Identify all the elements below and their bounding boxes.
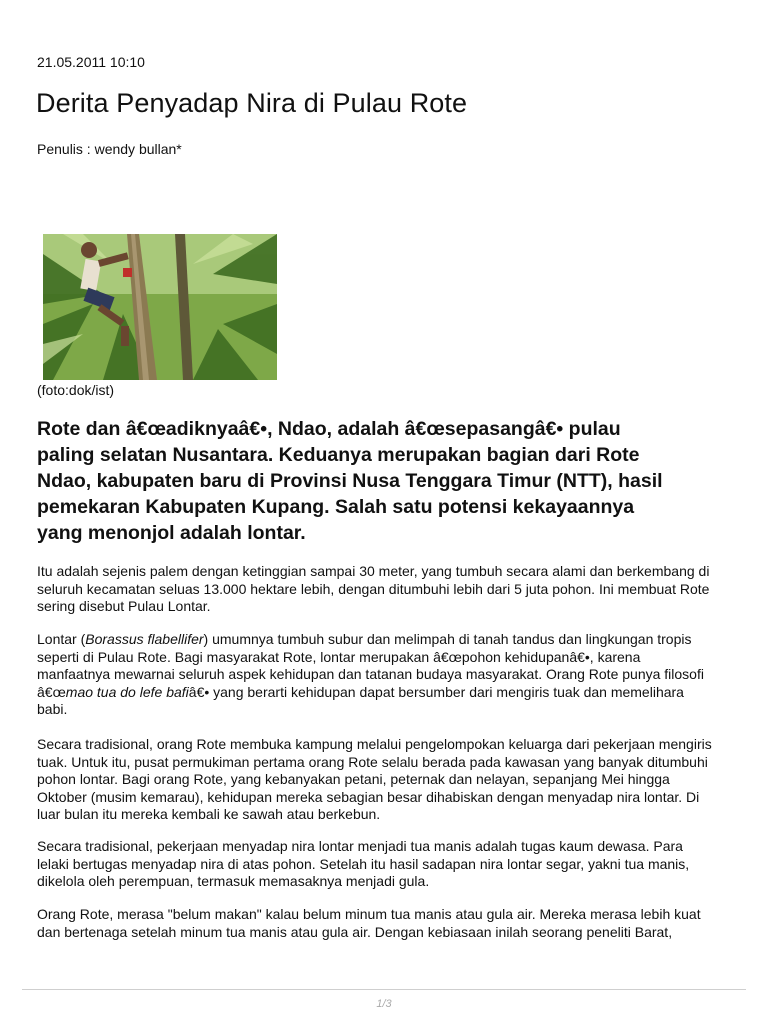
text-fragment: â€œ (37, 683, 66, 700)
footer-divider (22, 989, 746, 990)
photo-caption: (foto:dok/ist) (37, 382, 115, 398)
article-author: Penulis : wendy bullan* (37, 141, 182, 157)
body-paragraph-5 (37, 906, 737, 941)
text-line: seluruh kecamatan seluas 13.000 hektare lebih, dengan ditumbuhi lebih dari 5 juta pohon. Ini membuat Rote (37, 580, 710, 597)
text-fragment: Lontar ( (37, 631, 86, 647)
text-line: manfaatnya mewarnai seluruh aspek kehidupan dan tatanan budaya masyarakat. Orang Rote punya filosofi (37, 666, 704, 682)
text-line: dikelola oleh perempuan, termasuk memasaknya menjadi gula. (37, 873, 430, 889)
lead-line: paling selatan Nusantara. Keduanya merupakan bagian dari Rote (37, 444, 640, 466)
philosophy-quote: mao tua do lefe bafi (65, 683, 189, 700)
scientific-name: Borassus flabellifer (85, 631, 204, 647)
text-line: Secara tradisional, pekerjaan menyadap nira lontar menjadi tua manis adalah tugas kaum dewasa. Para (37, 838, 683, 854)
text-line: luar bulan itu mereka kembali ke sawah atau berkebun. (37, 806, 381, 822)
article-title: Derita Penyadap Nira di Pulau Rote (36, 88, 468, 118)
text-line: lelaki bertugas menyadap nira di atas pohon. Setelah itu hasil sadapan nira lontar segar, yakni tua manis, (37, 855, 690, 872)
text-line: pohon lontar. Bagi orang Rote, yang kebanyakan petani, peternak dan nelayan, sepanjang Mei hingga (37, 771, 670, 787)
text-line: Itu adalah sejenis palem dengan ketinggian sampai 30 meter, yang tumbuh secara alami dan berkembang di (37, 563, 710, 579)
article-photo (43, 234, 277, 380)
text-line: seperti di Pulau Rote. Bagi masyarakat Rote, lontar merupakan â€œpohon kehidupanâ€•, karena (37, 648, 641, 665)
text-line: babi. (37, 701, 68, 717)
body-paragraph-3 (37, 736, 737, 824)
body-paragraph-4 (37, 838, 737, 891)
lead-line: pemekaran Kabupaten Kupang. Salah satu potensi kekayaannya (37, 496, 635, 518)
text-line: dan bertenaga setelah minum tua manis atau gula air. Dengan kebiasaan inilah seorang peneliti Barat, (37, 923, 673, 940)
text-line: Secara tradisional, orang Rote membuka kampung melalui pengelompokan keluarga dari pekerjaan mengiris (37, 736, 712, 752)
body-paragraph-2 (37, 631, 737, 719)
text-line: Oktober (musim kemarau), kehidupan mereka sebagian besar dihabiskan dengan menyadap nira lontar. Di (37, 788, 700, 805)
text-line (37, 684, 737, 702)
text-line: tuak. Untuk itu, pusat permukiman pertama orang Rote selalu berada pada kawasan yang banyak ditumbuhi (37, 753, 708, 770)
body-paragraph-1 (37, 563, 737, 616)
text-fragment: ) umumnya tumbuh subur dan melimpah di tanah tandus dan lingkungan tropis (203, 631, 692, 647)
text-line: Orang Rote, merasa "belum makan" kalau belum minum tua manis atau gula air. Mereka merasa lebih kuat (37, 906, 701, 922)
text-line (37, 631, 737, 649)
lead-line: Rote dan â€œadiknyaâ€•, Ndao, adalah â€œsepasangâ€• pulau (37, 418, 621, 440)
article-date: 21.05.2011 10:10 (37, 54, 145, 70)
palm-tree-climber-photo (43, 234, 277, 380)
page-number: 1/3 (376, 998, 392, 1010)
lead-line: yang menonjol adalah lontar. (37, 522, 306, 544)
text-line: sering disebut Pulau Lontar. (37, 598, 211, 614)
text-fragment: â€• yang berarti kehidupan dapat bersumber dari mengiris tuak dan memelihara (188, 683, 684, 700)
lead-paragraph (37, 416, 737, 546)
lead-line: Ndao, kabupaten baru di Provinsi Nusa Tenggara Timur (NTT), hasil (37, 470, 663, 492)
